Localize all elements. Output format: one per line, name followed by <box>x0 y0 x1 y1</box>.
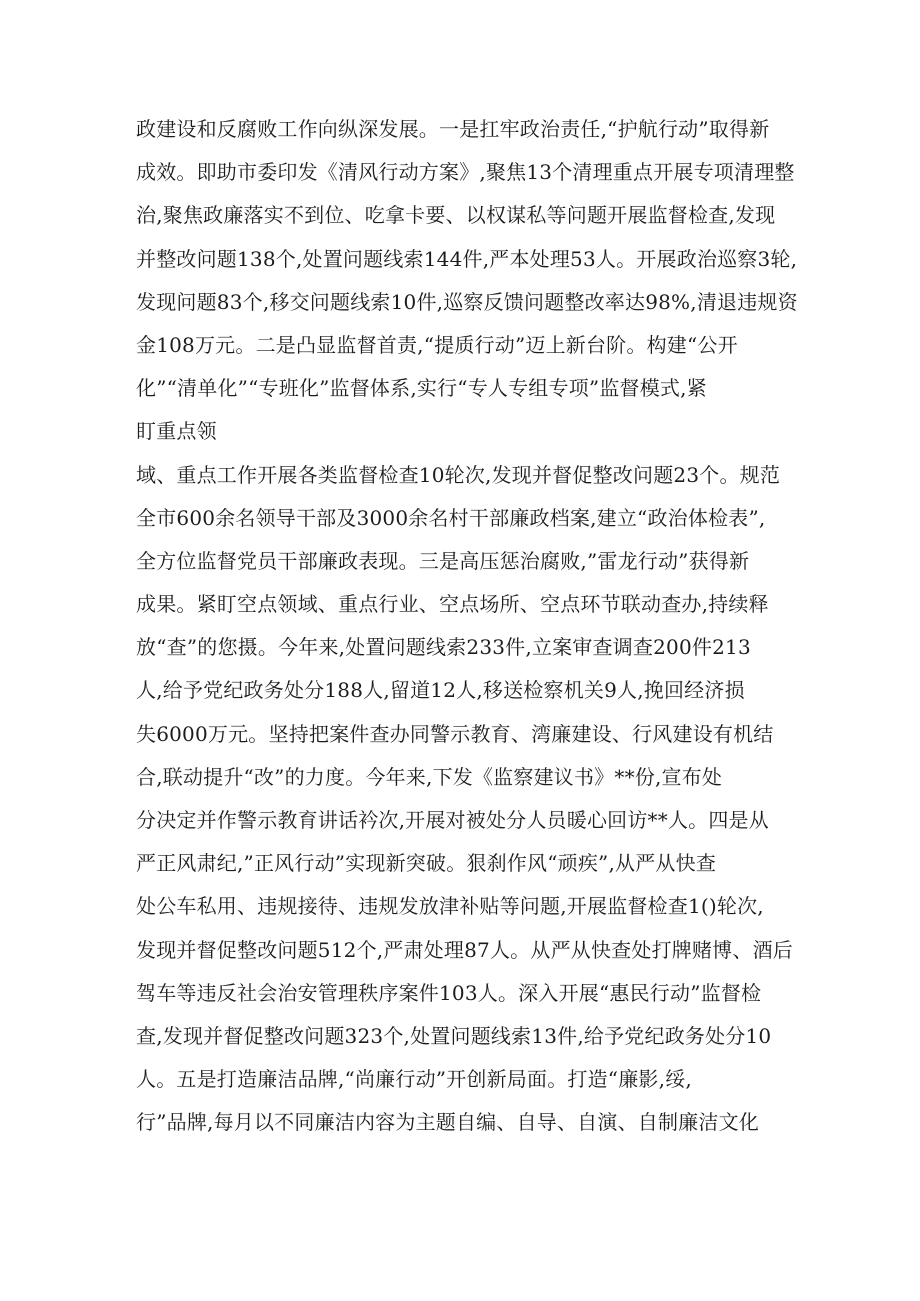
text-line: 金108万元。二是凸显监督首责,“提质行动”迈上新台阶。构建“公开 <box>136 332 738 357</box>
text-line: 驾车等违反社会治安管理秩序案件103人。深入开展“惠民行动”监督检 <box>136 980 762 1005</box>
text-line: 严正风肃纪,”正风行动”实现新突破。狠刹作风“顽疾”,从严从快查 <box>136 851 717 876</box>
text-line: 查,发现并督促整改问题323个,处置问题线索13件,给予党纪政务处分10 <box>136 1023 772 1048</box>
text-line: 发现并督促整改问题512个,严肃处理87人。从严从快查处打牌赌博、酒后 <box>136 937 793 962</box>
text-line: 政建设和反腐败工作向纵深发展。一是扛牢政治责任,“护航行动”取得新 <box>136 117 770 141</box>
text-line: 人,给予党纪政务处分188人,留道12人,移送检察机关9人,挽回经济损 <box>136 678 745 703</box>
text-line: 全方位监督党员干部廉政表现。三是高压惩治腐败,”雷龙行动”获得新 <box>136 548 750 573</box>
text-line: 行”品牌,每月以不同廉洁内容为主题自编、自导、自演、自制廉洁文化 <box>136 1110 759 1135</box>
body-text <box>136 108 796 1145</box>
text-line: 人。五是打造廉洁品牌,“尚廉行动”开创新局面。打造“廉影,绥, <box>136 1067 692 1092</box>
text-line: 成效。即助市委印发《清风行动方案》,聚焦13个清理重点开展专项清理整 <box>136 160 795 185</box>
text-line: 化”“清单化”“专班化”监督体系,实行“专人专组专项”监督模式,紧 <box>136 376 707 401</box>
text-line: 盯重点领 <box>136 419 217 444</box>
text-line: 治,聚焦政廉落实不到位、吃拿卡要、以权谋私等问题开展监督检查,发现 <box>136 203 776 228</box>
text-line: 并整改问题138个,处置问题线索144件,严本处理53人。开展政治巡察3轮, <box>136 246 798 271</box>
text-line: 成果。紧盯空点领域、重点行业、空点场所、空点环节联动查办,持续释 <box>136 592 769 617</box>
text-line: 失6000万元。坚持把案件查办同警示教育、湾廉建设、行风建设有机结 <box>136 721 774 746</box>
text-line: 处公车私用、违规接待、违规发放津补贴等问题,开展监督检查1()轮次, <box>136 894 764 919</box>
text-line: 合,联动提升“改”的力度。今年来,下发《监察建议书》**份,宣布处 <box>136 764 723 789</box>
text-line: 分决定并作警示教育讲话衿次,开展对被处分人员暖心回访**人。四是从 <box>136 808 769 832</box>
text-line: 发现问题83个,移交问题线索10件,巡察反馈问题整改率达98%,清退违规资 <box>136 289 798 314</box>
text-line: 域、重点工作开展各类监督检查10轮次,发现并督促整改问题23个。规范 <box>136 462 781 487</box>
text-line: 放“查”的您摄。今年来,处置问题线索233件,立案审查调查200件213 <box>136 635 751 660</box>
text-line: 全市600余名领导干部及3000余名村干部廉政档案,建立“政治体检表”, <box>136 505 766 530</box>
